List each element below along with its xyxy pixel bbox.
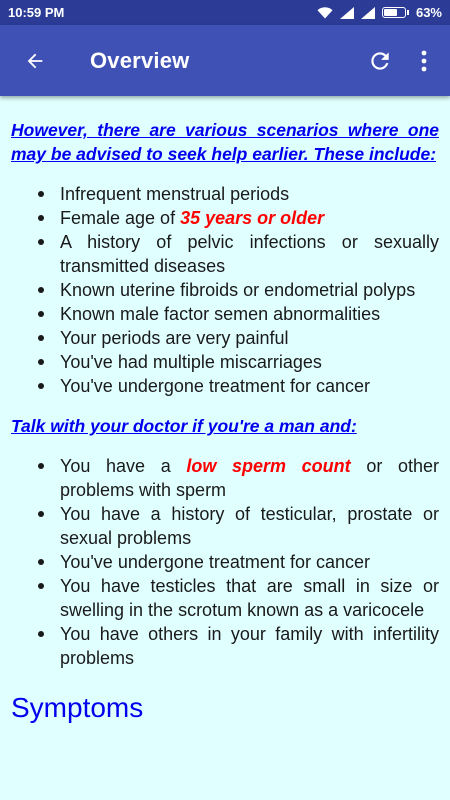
list-item-text: You have a [60, 456, 187, 476]
list-item-text: You have others in your family with infertility problems [60, 624, 439, 668]
more-options-button[interactable] [404, 25, 444, 96]
list-item-text: or other problems with sperm [60, 456, 439, 500]
intro-link[interactable]: However, there are various scenarios where one may be advised to seek help earlier. These include: [11, 120, 439, 164]
list-item [11, 230, 439, 278]
refresh-icon [367, 48, 393, 74]
list-item [11, 502, 439, 550]
list-item-text: Infrequent menstrual periods [60, 184, 290, 204]
status-time: 10:59 PM [8, 5, 65, 20]
list-item-text: You've undergone treatment for cancer [60, 376, 370, 396]
list-item-text: You have a history of testicular, prostate or sexual problems [60, 504, 439, 548]
list-item [11, 182, 439, 206]
arrow-back-icon [24, 50, 46, 72]
wifi-icon [317, 7, 333, 19]
app-bar [0, 25, 450, 96]
list-item [11, 574, 439, 622]
more-vert-icon [421, 50, 427, 72]
list-item [11, 550, 439, 574]
list-item-text: You've undergone treatment for cancer [60, 552, 370, 572]
list-item [11, 454, 439, 502]
list-item [11, 326, 439, 350]
list-item [11, 206, 439, 230]
list-item-text: Known uterine fibroids or endometrial polyps [60, 280, 416, 300]
symptoms-heading: Symptoms [11, 692, 144, 723]
list-item [11, 622, 439, 670]
list-item [11, 278, 439, 302]
highlight-text: low sperm count [186, 456, 351, 476]
page-title: Overview [90, 47, 190, 73]
list-item [11, 350, 439, 374]
status-bar [0, 0, 450, 25]
signal-icon-2 [361, 7, 375, 19]
men-link[interactable]: Talk with your doctor if you're a man and: [11, 416, 357, 436]
women-risk-list [11, 182, 439, 398]
status-icons [317, 5, 442, 20]
list-item [11, 374, 439, 398]
battery-icon [382, 7, 409, 18]
list-item-text: Known male factor semen abnormalities [60, 304, 381, 324]
highlight-text: 35 years or older [180, 208, 325, 228]
list-item-text: You've had multiple miscarriages [60, 352, 322, 372]
list-item-text: A history of pelvic infections or sexually transmitted diseases [60, 232, 439, 276]
list-item-text: Your periods are very painful [60, 328, 289, 348]
list-item-text: Female age of [60, 208, 181, 228]
overview-content[interactable] [0, 96, 450, 800]
refresh-button[interactable] [356, 25, 404, 96]
list-item-text: You have testicles that are small in size or swelling in the scrotum known as a varicocele [60, 576, 439, 620]
back-button[interactable] [0, 25, 70, 96]
men-risk-list [11, 454, 439, 670]
list-item [11, 302, 439, 326]
signal-icon [340, 7, 354, 19]
battery-percent: 63% [415, 5, 442, 20]
